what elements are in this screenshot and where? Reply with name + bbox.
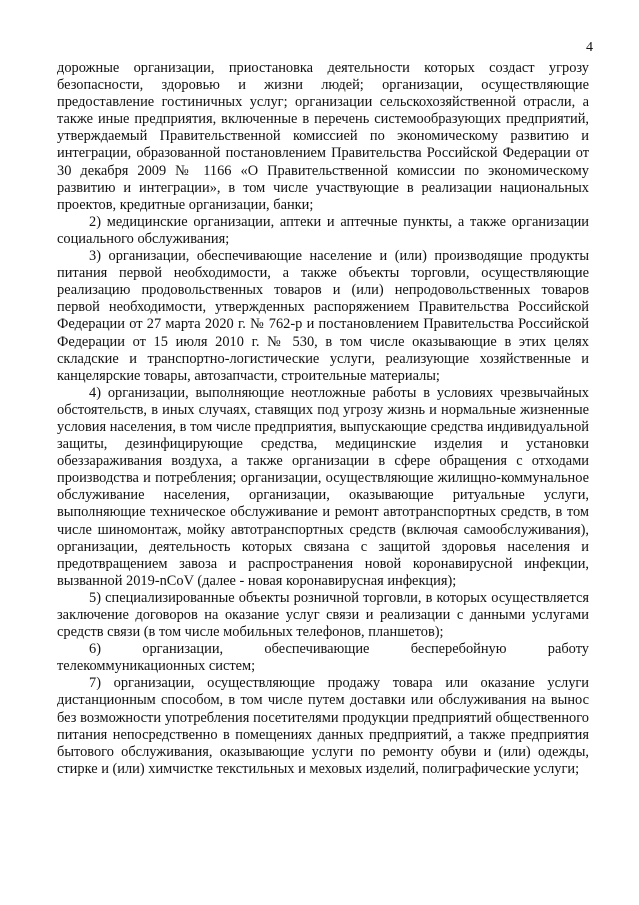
paragraph-item-3: 3) организации, обеспечивающие население и (или) производящие продукты питания первой необходимости, а также объекты торговли, осуществляющие реализацию продовольственных товаров и (или) непродовольственных товаров первой необходимости, утвержденных распоряжением Правительства Российской Федерации от 27 марта 2020 г. № 762-р и постановлением Правительства Российской Федерации от 15 июля 2010 г. № 530, в том числе оказывающие в этих целях складские и транспортно-логистические услуги, реализующие хозяйственные и канцелярские товары, автозапчасти, строительные материалы; [57,248,589,384]
paragraph-item-4: 4) организации, выполняющие неотложные работы в условиях чрезвычайных обстоятельств, в иных случаях, ставящих под угрозу жизнь и нормальные жизненные условия населения, в том числе предприятия, выпускающие средства индивидуальной защиты, дезинфицирующие средства, медицинские изделия и установки обеззараживания воздуха, а также организации в сфере обращения с отходами производства и потребления; организации, осуществляющие жилищно-коммунальное обслуживание населения, организации, оказывающие ритуальные услуги, выполняющие техническое обслуживание и ремонт автотранспортных средств, в том числе шиномонтаж, мойку автотранспортных средств (включая самообслуживания), организации, деятельность которых связана с защитой здоровья населения и предотвращением завоза и распространения новой коронавирусной инфекции, вызванной 2019-nCoV (далее - новая коронавирусная инфекция); [57,384,589,589]
paragraph-item-7: 7) организации, осуществляющие продажу товара или оказание услуги дистанционным способом, в том числе путем доставки или обслуживания на вынос без возможности употребления посетителями продукции предприятий общественного питания непосредственно в помещениях данных предприятий, а также предприятия бытового обслуживания, оказывающие услуги по ремонту обуви и (или) одежды, стирке и (или) химчистке текстильных и меховых изделий, полиграфические услуги; [57,675,589,777]
paragraph-continuation: дорожные организации, приостановка деятельности которых создаст угрозу безопасности, здоровью и жизни людей; организации, осуществляющие предоставление гостиничных услуг; организации сельскохозяйственной отрасли, а также иные предприятия, включенные в перечень системообразующих предприятий, утверждаемый Правительственной комиссией по экономическому развитию и интеграции, образованной постановлением Правительства Российской Федерации от 30 декабря 2009 № 1166 «О Правительственной комиссии по экономическому развитию и интеграции», в том числе участвующие в реализации национальных проектов, кредитные организации, банки; [57,60,589,213]
page-number: 4 [586,40,593,55]
paragraph-item-2: 2) медицинские организации, аптеки и аптечные пункты, а также организации социального обслуживания; [57,213,589,247]
paragraph-item-6: 6) организации, обеспечивающие бесперебойную работу телекоммуникационных систем; [57,641,589,675]
document-body [57,60,589,778]
paragraph-item-5: 5) специализированные объекты розничной торговли, в которых осуществляется заключение договоров на оказание услуг связи и реализации с данными услугами средств связи (в том числе мобильных телефонов, планшетов); [57,589,589,641]
